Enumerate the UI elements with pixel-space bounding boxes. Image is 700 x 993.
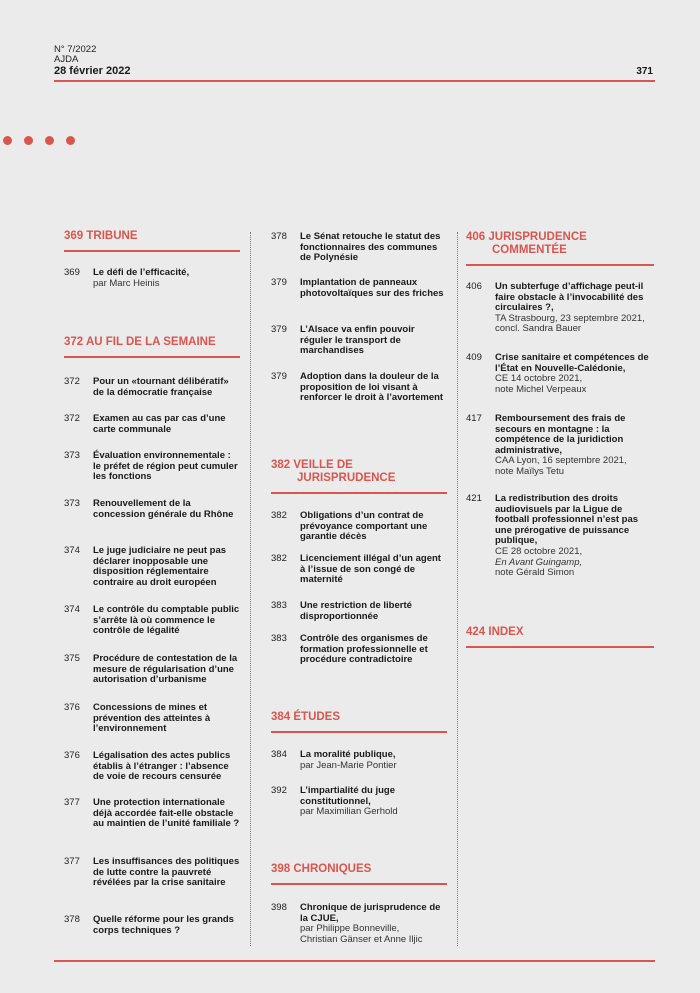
- section-jurisprudence: [466, 231, 654, 266]
- entry-reference: TA Strasbourg, 23 septembre 2021,: [495, 312, 645, 324]
- toc-entry[interactable]: [64, 451, 240, 483]
- dot-icon: [45, 136, 54, 145]
- entry-title: Examen au cas par cas d’une carte communale: [93, 413, 226, 435]
- section-title: 369 TRIBUNE: [64, 230, 240, 252]
- entry-title: L’impartialité du juge constitutionnel,: [300, 785, 396, 807]
- entry-title: Procédure de contestation de la mesure de régularisation d’une autorisation d’urbanisme: [93, 653, 238, 686]
- entry-page: 369: [64, 267, 80, 278]
- entry-page: 374: [64, 604, 80, 615]
- entry-title: Obligations d’un contrat de prévoyance comportant une garantie décès: [300, 510, 428, 543]
- entry-page: 382: [271, 510, 287, 521]
- entry-page: 373: [64, 450, 80, 461]
- page-number: 371: [636, 66, 653, 77]
- toc-entry[interactable]: [271, 601, 447, 622]
- column-separator: [250, 232, 251, 946]
- entry-page: 378: [64, 914, 80, 925]
- decorative-dots: [3, 136, 75, 145]
- section-etudes: [271, 711, 447, 733]
- entry-title: Le défi de l’efficacité,: [93, 267, 190, 278]
- entry-title: Pour un «tournant délibératif» de la démocratie française: [93, 376, 229, 398]
- entry-title: Les insuffisances des politiques de lutte contre la pauvreté révélées par la crise sanitaire: [93, 856, 240, 889]
- toc-entry[interactable]: [466, 282, 654, 335]
- entry-title: Légalisation des actes publics établis à l’étranger : l’absence de voie de recours censurée: [93, 750, 231, 783]
- section-title: [271, 459, 447, 494]
- entry-title: Le juge judiciaire ne peut pas déclarer inopposable une disposition réglementaire contraire au droit européen: [93, 545, 227, 588]
- section-title: 372 AU FIL DE LA SEMAINE: [64, 336, 240, 358]
- entry-page: 379: [271, 371, 287, 382]
- toc-entry[interactable]: [271, 750, 447, 771]
- section-index[interactable]: [466, 626, 654, 648]
- entry-page: 383: [271, 633, 287, 644]
- section-title: 424 INDEX: [466, 626, 654, 648]
- section-tribune: [64, 230, 240, 252]
- page-header: [54, 45, 655, 78]
- toc-entry[interactable]: [271, 278, 447, 299]
- entry-title: Chronique de jurisprudence de la CJUE,: [300, 902, 441, 924]
- entry-title: Renouvellement de la concession générale du Rhône: [93, 498, 234, 520]
- entry-title: Quelle réforme pour les grands corps techniques ?: [93, 914, 234, 936]
- entry-page: 398: [271, 902, 287, 913]
- toc-entry[interactable]: [64, 654, 240, 686]
- entry-author: note Maïlys Tetu: [495, 465, 565, 477]
- journal-name: AJDA: [54, 54, 79, 65]
- section-chroniques: [271, 863, 447, 885]
- entry-title: Un subterfuge d’affichage peut-il faire obstacle à l’invocabilité des circulaires ?,: [495, 281, 644, 314]
- entry-author: par Marc Heinis: [93, 277, 160, 289]
- entry-page: 372: [64, 413, 80, 424]
- entry-author: par Maximilian Gerhold: [300, 806, 398, 818]
- entry-title: Crise sanitaire et compétences de l’État en Nouvelle-Calédonie,: [495, 352, 649, 374]
- entry-page: 417: [466, 413, 482, 424]
- entry-page: 374: [64, 545, 80, 556]
- issue-date: 28 février 2022: [54, 65, 131, 77]
- entry-page: 379: [271, 324, 287, 335]
- toc-entry[interactable]: [271, 903, 447, 945]
- entry-title: Le Sénat retouche le statut des fonctionnaires des communes de Polynésie: [300, 231, 441, 264]
- entry-page: 376: [64, 750, 80, 761]
- toc-entry[interactable]: [271, 634, 447, 666]
- dot-icon: [3, 136, 12, 145]
- section-title-line: 406 JURISPRUDENCE: [466, 231, 587, 243]
- entry-page: 382: [271, 553, 287, 564]
- entry-page: 384: [271, 749, 287, 760]
- entry-title: La redistribution des droits audiovisuels par la Ligue de football professionnel n’est pas une prérogative de puissance publique,: [495, 493, 639, 547]
- section-title: 384 ÉTUDES: [271, 711, 447, 733]
- issue-number: N° 7/2022: [54, 44, 97, 55]
- toc-entry[interactable]: [466, 414, 654, 478]
- entry-page: 378: [271, 231, 287, 242]
- toc-entry[interactable]: [466, 353, 654, 395]
- entry-page: 409: [466, 352, 482, 363]
- toc-entry[interactable]: [64, 377, 240, 398]
- entry-author: note Gérald Simon: [495, 567, 575, 579]
- entry-page: 375: [64, 653, 80, 664]
- entry-title: Remboursement des frais de secours en montagne : la compétence de la juridiction administrative,: [495, 413, 626, 456]
- entry-page: 377: [64, 797, 80, 808]
- toc-entry[interactable]: [271, 372, 447, 404]
- entry-author: par Philippe Bonneville,: [300, 923, 400, 935]
- entry-title: Le contrôle du comptable public s’arrête là où commence le contrôle de légalité: [93, 604, 240, 637]
- entry-title: Évaluation environnementale : le préfet de région peut cumuler les fonctions: [93, 450, 238, 483]
- toc-entry[interactable]: [64, 751, 240, 783]
- entry-page: 421: [466, 493, 482, 504]
- entry-author: Christian Gänser et Anne Iljic: [300, 933, 423, 945]
- toc-entry[interactable]: [64, 268, 240, 289]
- entry-title: Concessions de mines et prévention des atteintes à l’environnement: [93, 702, 211, 735]
- entry-page: 392: [271, 785, 287, 796]
- entry-reference: CE 28 octobre 2021,: [495, 545, 583, 557]
- entry-page: 406: [466, 281, 482, 292]
- entry-title: Licenciement illégal d’un agent à l’issue de son congé de maternité: [300, 553, 441, 586]
- header-rule: [54, 80, 655, 82]
- section-title-line: COMMENTÉE: [492, 244, 567, 256]
- section-semaine: [64, 336, 240, 358]
- section-title: 398 CHRONIQUES: [271, 863, 447, 885]
- entry-page: 373: [64, 498, 80, 509]
- toc-entry[interactable]: [271, 325, 447, 357]
- entry-author: par Jean-Marie Pontier: [300, 759, 397, 771]
- toc-entry[interactable]: [64, 546, 240, 588]
- entry-reference: CAA Lyon, 16 septembre 2021,: [495, 455, 627, 467]
- toc-entry[interactable]: [64, 857, 240, 889]
- entry-title: Adoption dans la douleur de la proposition de loi visant à renforcer le droit à l’avortement: [300, 371, 444, 404]
- entry-title: Contrôle des organismes de formation professionnelle et procédure contradictoire: [300, 633, 428, 666]
- entry-title: Implantation de panneaux photovoltaïques sur des friches: [300, 277, 444, 299]
- entry-page: 379: [271, 277, 287, 288]
- entry-title: La moralité publique,: [300, 749, 396, 760]
- toc-entry[interactable]: [64, 798, 240, 830]
- entry-case-name: En Avant Guingamp,: [495, 556, 583, 568]
- toc-entry[interactable]: [271, 232, 447, 264]
- toc-entry[interactable]: [64, 605, 240, 637]
- toc-entry[interactable]: [64, 414, 240, 435]
- toc-entry[interactable]: [466, 494, 654, 579]
- section-veille: [271, 459, 447, 494]
- column-separator: [457, 232, 458, 946]
- footer-rule: [54, 960, 655, 962]
- toc-entry[interactable]: [64, 499, 240, 520]
- toc-entry[interactable]: [271, 786, 447, 818]
- entry-reference: CE 14 octobre 2021,: [495, 373, 583, 385]
- entry-page: 376: [64, 702, 80, 713]
- toc-entry[interactable]: [271, 554, 447, 586]
- entry-page: 383: [271, 600, 287, 611]
- entry-author: concl. Sandra Bauer: [495, 323, 582, 335]
- entry-title: Une restriction de liberté disproportionnée: [300, 600, 412, 622]
- entry-page: 377: [64, 856, 80, 867]
- section-title: [466, 231, 654, 266]
- entry-title: Une protection internationale déjà accordée fait-elle obstacle au maintien de l’unité familiale ?: [93, 797, 240, 830]
- toc-entry[interactable]: [64, 703, 240, 735]
- entry-page: 372: [64, 376, 80, 387]
- toc-entry[interactable]: [64, 915, 240, 936]
- entry-author: note Michel Verpeaux: [495, 383, 587, 395]
- toc-entry[interactable]: [271, 511, 447, 543]
- dot-icon: [24, 136, 33, 145]
- section-title-line: JURISPRUDENCE: [297, 472, 396, 484]
- section-title-line: 382 VEILLE DE: [271, 459, 353, 471]
- dot-icon: [66, 136, 75, 145]
- entry-title: L’Alsace va enfin pouvoir réguler le transport de marchandises: [300, 324, 415, 357]
